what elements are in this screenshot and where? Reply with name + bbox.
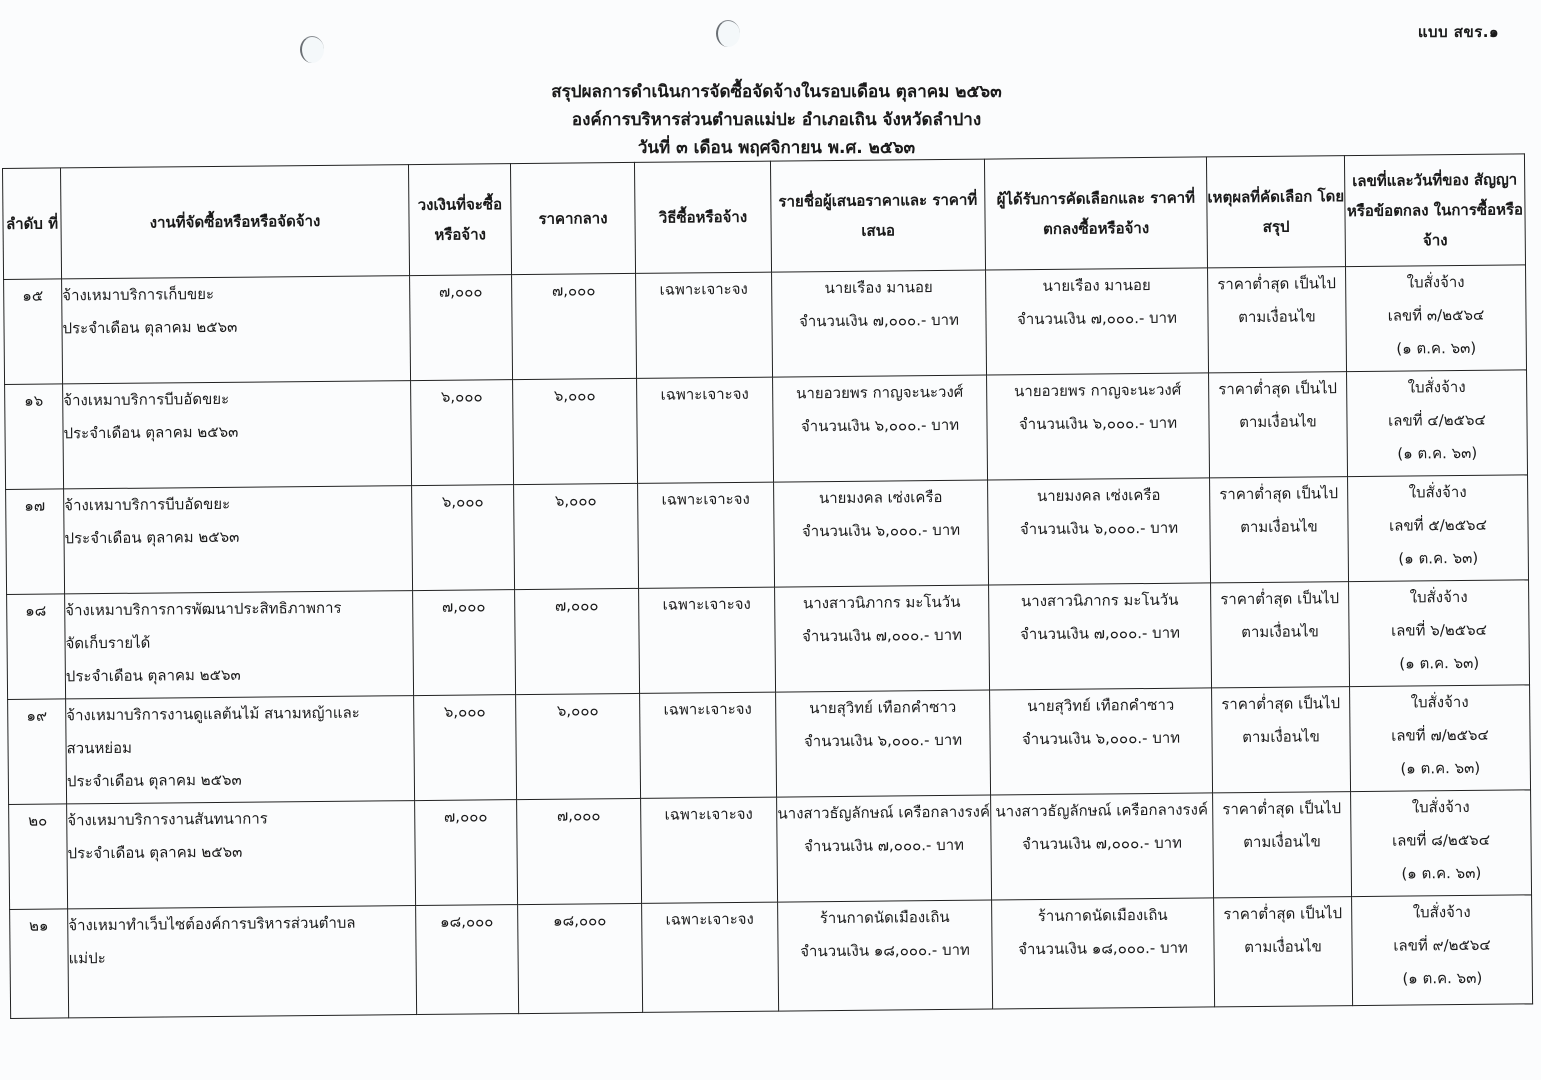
procurement-method: เฉพาะเจาะจง bbox=[642, 902, 779, 1012]
header-contract: เลขที่และวันที่ของ สัญญาหรือข้อตกลง ในการซื้อหรือจ้าง bbox=[1344, 154, 1525, 267]
header-median-price: ราคากลาง bbox=[510, 162, 635, 274]
selection-reason: ราคาต่ำสุด เป็นไป ตามเงื่อนไข bbox=[1214, 897, 1353, 1007]
selection-reason: ราคาต่ำสุด เป็นไป ตามเงื่อนไข bbox=[1211, 582, 1350, 688]
contract-reference: ใบสั่งจ้าง เลขที่ ๖/๒๕๖๔ (๑ ต.ค. ๖๓) bbox=[1349, 580, 1530, 687]
median-price: ๗,๐๐๐ bbox=[512, 273, 637, 379]
contract-reference: ใบสั่งจ้าง เลขที่ ๗/๒๕๖๔ (๑ ต.ค. ๖๓) bbox=[1350, 685, 1531, 792]
procurement-summary-table bbox=[2, 153, 1533, 1019]
table-row bbox=[10, 895, 1533, 1019]
median-price: ๗,๐๐๐ bbox=[515, 588, 640, 694]
selection-reason: ราคาต่ำสุด เป็นไป ตามเงื่อนไข bbox=[1210, 477, 1349, 583]
bidder-and-price: นางสาวนิภากร มะโนวัน จำนวนเงิน ๗,๐๐๐.- บาท bbox=[775, 585, 990, 692]
row-number: ๒๑ bbox=[10, 909, 69, 1019]
contract-reference: ใบสั่งจ้าง เลขที่ ๔/๒๕๖๔ (๑ ต.ค. ๖๓) bbox=[1347, 370, 1528, 477]
budget-amount: ๗,๐๐๐ bbox=[415, 800, 518, 906]
procurement-method: เฉพาะเจาะจง bbox=[636, 272, 773, 378]
table-row bbox=[9, 790, 1532, 910]
selection-reason: ราคาต่ำสุด เป็นไป ตามเงื่อนไข bbox=[1209, 372, 1348, 478]
procurement-method: เฉพาะเจาะจง bbox=[641, 797, 778, 903]
procurement-method: เฉพาะเจาะจง bbox=[639, 587, 776, 693]
header-bidders: รายชื่อผู้เสนอราคาและ ราคาที่เสนอ bbox=[770, 159, 985, 272]
budget-amount: ๖,๐๐๐ bbox=[414, 695, 517, 801]
table-row bbox=[4, 265, 1527, 385]
bidder-and-price: นายมงคล เซ่งเครือ จำนวนเงิน ๖,๐๐๐.- บาท bbox=[774, 480, 989, 587]
median-price: ๖,๐๐๐ bbox=[513, 378, 638, 484]
median-price: ๑๘,๐๐๐ bbox=[518, 903, 643, 1013]
task-description: จ้างเหมาบริการงานดูแลต้นไม้ สนามหญ้าและ สวนหย่อม ประจำเดือน ตุลาคม ๒๕๖๓ bbox=[66, 696, 415, 804]
row-number: ๑๘ bbox=[7, 594, 66, 700]
selection-reason: ราคาต่ำสุด เป็นไป ตามเงื่อนไข bbox=[1212, 687, 1351, 793]
task-description: จ้างเหมาบริการเก็บขยะ ประจำเดือน ตุลาคม ๒๕๖๓ bbox=[62, 276, 411, 384]
budget-amount: ๑๘,๐๐๐ bbox=[416, 905, 519, 1015]
procurement-method: เฉพาะเจาะจง bbox=[640, 692, 777, 798]
selected-vendor-and-price: นายอวยพร กาญจะนะวงศ์ จำนวนเงิน ๖,๐๐๐.- บาท bbox=[987, 373, 1210, 480]
budget-amount: ๖,๐๐๐ bbox=[411, 380, 514, 486]
task-description: จ้างเหมาบริการบีบอัดขยะ ประจำเดือน ตุลาคม ๒๕๖๓ bbox=[64, 486, 413, 594]
budget-amount: ๖,๐๐๐ bbox=[412, 485, 515, 591]
bidder-and-price: นายอวยพร กาญจะนะวงศ์ จำนวนเงิน ๖,๐๐๐.- บาท bbox=[773, 375, 988, 482]
document-title bbox=[0, 78, 1541, 162]
header-selected: ผู้ได้รับการคัดเลือกและ ราคาที่ตกลงซื้อหรือจ้าง bbox=[984, 157, 1207, 270]
selected-vendor-and-price: ร้านกาดนัดเมืองเถิน จำนวนเงิน ๑๘,๐๐๐.- บาท bbox=[992, 898, 1215, 1009]
table-row bbox=[7, 580, 1530, 700]
bidder-and-price: ร้านกาดนัดเมืองเถิน จำนวนเงิน ๑๘,๐๐๐.- บาท bbox=[778, 900, 993, 1011]
selected-vendor-and-price: นายสุวิทย์ เทือกคำซาว จำนวนเงิน ๖,๐๐๐.- บาท bbox=[990, 688, 1213, 795]
median-price: ๖,๐๐๐ bbox=[516, 693, 641, 799]
bidder-and-price: นายเรือง มานอย จำนวนเงิน ๗,๐๐๐.- บาท bbox=[772, 270, 987, 377]
contract-reference: ใบสั่งจ้าง เลขที่ ๘/๒๕๖๔ (๑ ต.ค. ๖๓) bbox=[1351, 790, 1532, 897]
row-number: ๒๐ bbox=[9, 804, 68, 910]
selected-vendor-and-price: นางสาวนิภากร มะโนวัน จำนวนเงิน ๗,๐๐๐.- บาท bbox=[989, 583, 1212, 690]
title-line-1: สรุปผลการดำเนินการจัดซื้อจัดจ้างในรอบเดือน ตุลาคม ๒๕๖๓ bbox=[551, 82, 1002, 102]
row-number: ๑๗ bbox=[6, 489, 65, 595]
form-code: แบบ สขร.๑ bbox=[1417, 23, 1499, 41]
contract-reference: ใบสั่งจ้าง เลขที่ ๕/๒๕๖๔ (๑ ต.ค. ๖๓) bbox=[1348, 475, 1529, 582]
contract-reference: ใบสั่งจ้าง เลขที่ ๙/๒๕๖๔ (๑ ต.ค. ๖๓) bbox=[1352, 895, 1533, 1006]
punch-hole-mark bbox=[300, 36, 324, 63]
contract-reference: ใบสั่งจ้าง เลขที่ ๓/๒๕๖๔ (๑ ต.ค. ๖๓) bbox=[1346, 265, 1527, 372]
header-budget: วงเงินที่จะซื้อ หรือจ้าง bbox=[408, 164, 511, 276]
row-number: ๑๕ bbox=[4, 279, 63, 385]
row-number: ๑๙ bbox=[8, 699, 67, 805]
row-number: ๑๖ bbox=[5, 384, 64, 490]
table-header-row bbox=[3, 154, 1526, 280]
budget-amount: ๗,๐๐๐ bbox=[410, 275, 513, 381]
selection-reason: ราคาต่ำสุด เป็นไป ตามเงื่อนไข bbox=[1208, 267, 1347, 373]
header-method: วิธีซื้อหรือจ้าง bbox=[634, 161, 771, 273]
title-line-2: องค์การบริหารส่วนตำบลแม่ปะ อำเภอเถิน จังหวัดลำปาง bbox=[571, 110, 982, 130]
task-description: จ้างเหมาบริการการพัฒนาประสิทธิภาพการ จัดเก็บรายได้ ประจำเดือน ตุลาคม ๒๕๖๓ bbox=[65, 591, 414, 699]
procurement-method: เฉพาะเจาะจง bbox=[637, 377, 774, 483]
budget-amount: ๗,๐๐๐ bbox=[413, 590, 516, 696]
table-row bbox=[6, 475, 1529, 595]
task-description: จ้างเหมาบริการงานสันทนาการ ประจำเดือน ตุลาคม ๒๕๖๓ bbox=[67, 801, 416, 909]
bidder-and-price: นายสุวิทย์ เทือกคำซาว จำนวนเงิน ๖,๐๐๐.- บาท bbox=[776, 690, 991, 797]
task-description: จ้างเหมาทำเว็บไซต์องค์การบริหารส่วนตำบล แม่ปะ bbox=[68, 906, 417, 1018]
selected-vendor-and-price: นางสาวธัญลักษณ์ เครือกลางรงค์ จำนวนเงิน ๗,๐๐๐.- บาท bbox=[991, 793, 1214, 900]
header-reason: เหตุผลที่คัดเลือก โดยสรุป bbox=[1206, 156, 1345, 268]
header-no: ลำดับ ที่ bbox=[3, 168, 62, 280]
selection-reason: ราคาต่ำสุด เป็นไป ตามเงื่อนไข bbox=[1213, 792, 1352, 898]
selected-vendor-and-price: นายมงคล เซ่งเครือ จำนวนเงิน ๖,๐๐๐.- บาท bbox=[988, 478, 1211, 585]
selected-vendor-and-price: นายเรือง มานอย จำนวนเงิน ๗,๐๐๐.- บาท bbox=[986, 268, 1209, 375]
bidder-and-price: นางสาวธัญลักษณ์ เครือกลางรงค์ จำนวนเงิน ๗,๐๐๐.- บาท bbox=[777, 795, 992, 902]
procurement-method: เฉพาะเจาะจง bbox=[638, 482, 775, 588]
title-line-3: วันที่ ๓ เดือน พฤศจิกายน พ.ศ. ๒๕๖๓ bbox=[637, 138, 916, 158]
header-task: งานที่จัดซื้อหรือหรือจัดจ้าง bbox=[61, 165, 410, 279]
median-price: ๖,๐๐๐ bbox=[514, 483, 639, 589]
punch-hole-mark bbox=[716, 20, 740, 47]
table-row bbox=[5, 370, 1528, 490]
median-price: ๗,๐๐๐ bbox=[517, 798, 642, 904]
table-row bbox=[8, 685, 1531, 805]
task-description: จ้างเหมาบริการบีบอัดขยะ ประจำเดือน ตุลาคม ๒๕๖๓ bbox=[63, 381, 412, 489]
